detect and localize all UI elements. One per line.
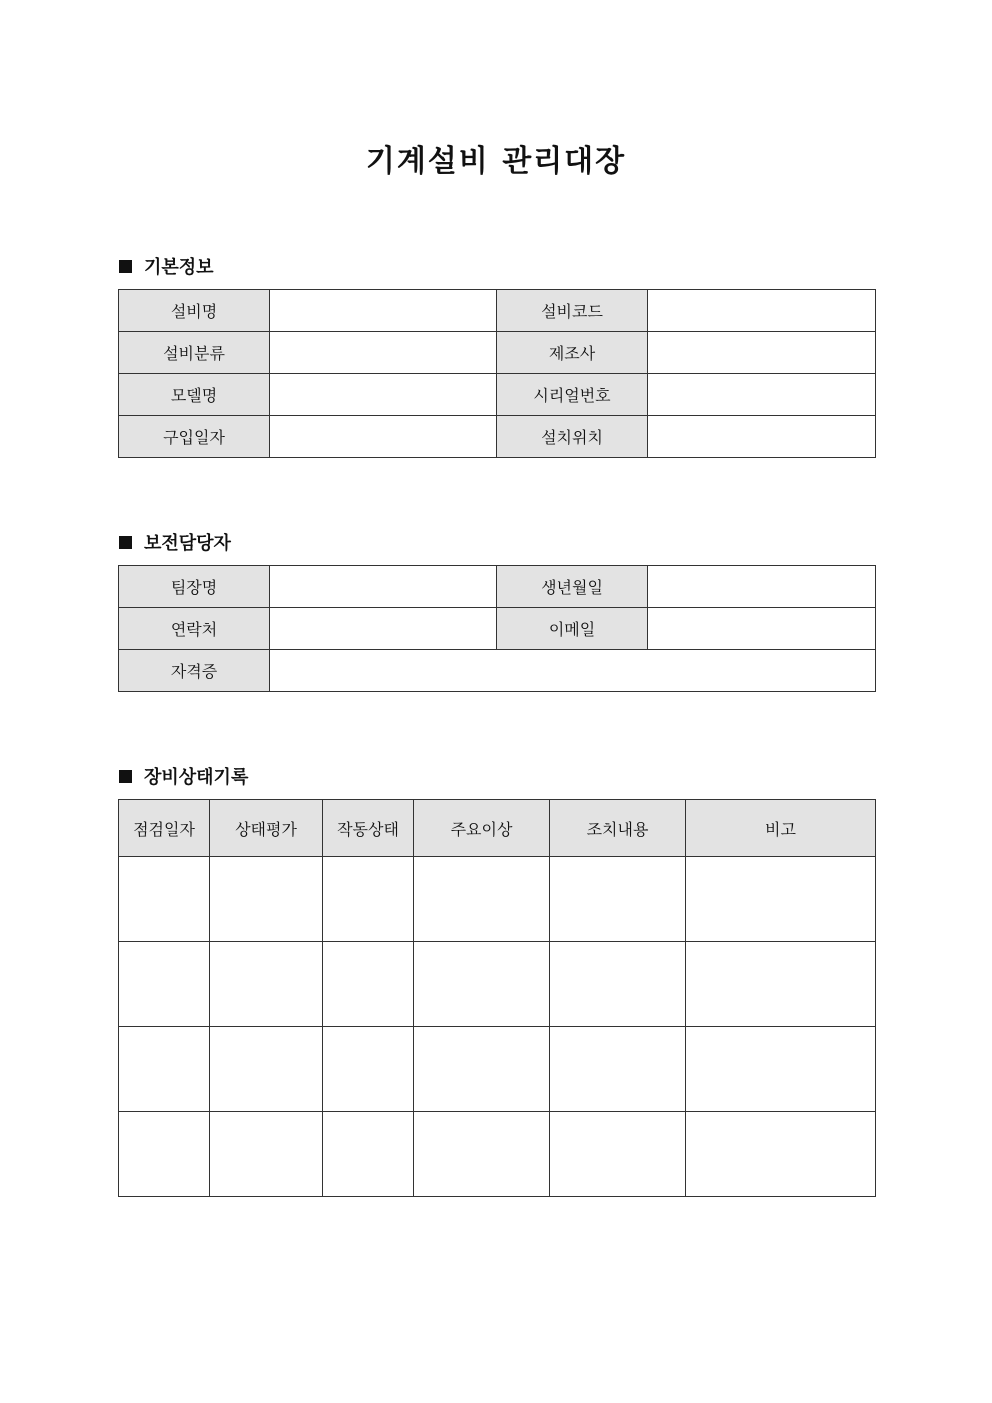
field-purchase-date[interactable] xyxy=(270,416,497,458)
column-header-operating-status: 작동상태 xyxy=(323,800,414,857)
label-email: 이메일 xyxy=(497,608,648,650)
label-contact: 연락처 xyxy=(119,608,270,650)
square-bullet-icon xyxy=(119,260,132,273)
table-cell[interactable] xyxy=(323,1027,414,1112)
field-equipment-name[interactable] xyxy=(270,290,497,332)
field-serial-number[interactable] xyxy=(648,374,876,416)
table-cell[interactable] xyxy=(119,1112,210,1197)
table-row xyxy=(119,1027,876,1112)
table-cell[interactable] xyxy=(323,857,414,942)
label-equipment-category: 설비분류 xyxy=(119,332,270,374)
table-cell[interactable] xyxy=(686,942,876,1027)
table-cell[interactable] xyxy=(210,857,323,942)
page-title: 기계설비 관리대장 xyxy=(365,144,627,179)
table-cell[interactable] xyxy=(323,942,414,1027)
section-heading-status-log xyxy=(119,763,248,789)
table-cell[interactable] xyxy=(550,1112,686,1197)
table-cell[interactable] xyxy=(119,942,210,1027)
label-equipment-code: 설비코드 xyxy=(497,290,648,332)
table-cell[interactable] xyxy=(210,1027,323,1112)
label-install-location: 설치위치 xyxy=(497,416,648,458)
table-cell[interactable] xyxy=(210,942,323,1027)
table-cell[interactable] xyxy=(210,1112,323,1197)
label-model-name: 모델명 xyxy=(119,374,270,416)
table-cell[interactable] xyxy=(550,1027,686,1112)
table-row xyxy=(119,416,876,458)
table-header-row xyxy=(119,800,876,857)
section-heading-manager xyxy=(119,529,231,555)
table-cell[interactable] xyxy=(414,857,550,942)
section-heading-basic-info xyxy=(119,253,214,279)
square-bullet-icon xyxy=(119,536,132,549)
field-model-name[interactable] xyxy=(270,374,497,416)
section-heading-label: 장비상태기록 xyxy=(144,767,249,788)
label-serial-number: 시리얼번호 xyxy=(497,374,648,416)
table-row xyxy=(119,608,876,650)
table-cell[interactable] xyxy=(119,1027,210,1112)
field-equipment-category[interactable] xyxy=(270,332,497,374)
table-row xyxy=(119,1112,876,1197)
field-manufacturer[interactable] xyxy=(648,332,876,374)
table-cell[interactable] xyxy=(686,1027,876,1112)
table-cell[interactable] xyxy=(414,1027,550,1112)
table-row xyxy=(119,942,876,1027)
table-cell[interactable] xyxy=(550,942,686,1027)
table-row xyxy=(119,650,876,692)
label-manufacturer: 제조사 xyxy=(497,332,648,374)
column-header-remarks: 비고 xyxy=(686,800,876,857)
square-bullet-icon xyxy=(119,770,132,783)
column-header-inspection-date: 점검일자 xyxy=(119,800,210,857)
table-cell[interactable] xyxy=(686,1112,876,1197)
section-heading-label: 보전담당자 xyxy=(144,533,231,554)
label-equipment-name: 설비명 xyxy=(119,290,270,332)
field-certificate[interactable] xyxy=(270,650,876,692)
table-cell[interactable] xyxy=(414,1112,550,1197)
column-header-main-issues: 주요이상 xyxy=(414,800,550,857)
field-contact[interactable] xyxy=(270,608,497,650)
table-row xyxy=(119,290,876,332)
label-team-leader: 팀장명 xyxy=(119,566,270,608)
table-cell[interactable] xyxy=(414,942,550,1027)
table-row xyxy=(119,566,876,608)
table-cell[interactable] xyxy=(686,857,876,942)
basic-info-table xyxy=(118,289,876,458)
manager-table xyxy=(118,565,876,692)
label-birth-date: 생년월일 xyxy=(497,566,648,608)
table-cell[interactable] xyxy=(550,857,686,942)
field-equipment-code[interactable] xyxy=(648,290,876,332)
column-header-action-taken: 조치내용 xyxy=(550,800,686,857)
table-row xyxy=(119,332,876,374)
field-install-location[interactable] xyxy=(648,416,876,458)
field-team-leader[interactable] xyxy=(270,566,497,608)
status-log-table xyxy=(118,799,876,1197)
table-cell[interactable] xyxy=(119,857,210,942)
column-header-condition-rating: 상태평가 xyxy=(210,800,323,857)
label-purchase-date: 구입일자 xyxy=(119,416,270,458)
field-birth-date[interactable] xyxy=(648,566,876,608)
label-certificate: 자격증 xyxy=(119,650,270,692)
section-heading-label: 기본정보 xyxy=(144,257,214,278)
field-email[interactable] xyxy=(648,608,876,650)
table-cell[interactable] xyxy=(323,1112,414,1197)
table-row xyxy=(119,857,876,942)
table-row xyxy=(119,374,876,416)
